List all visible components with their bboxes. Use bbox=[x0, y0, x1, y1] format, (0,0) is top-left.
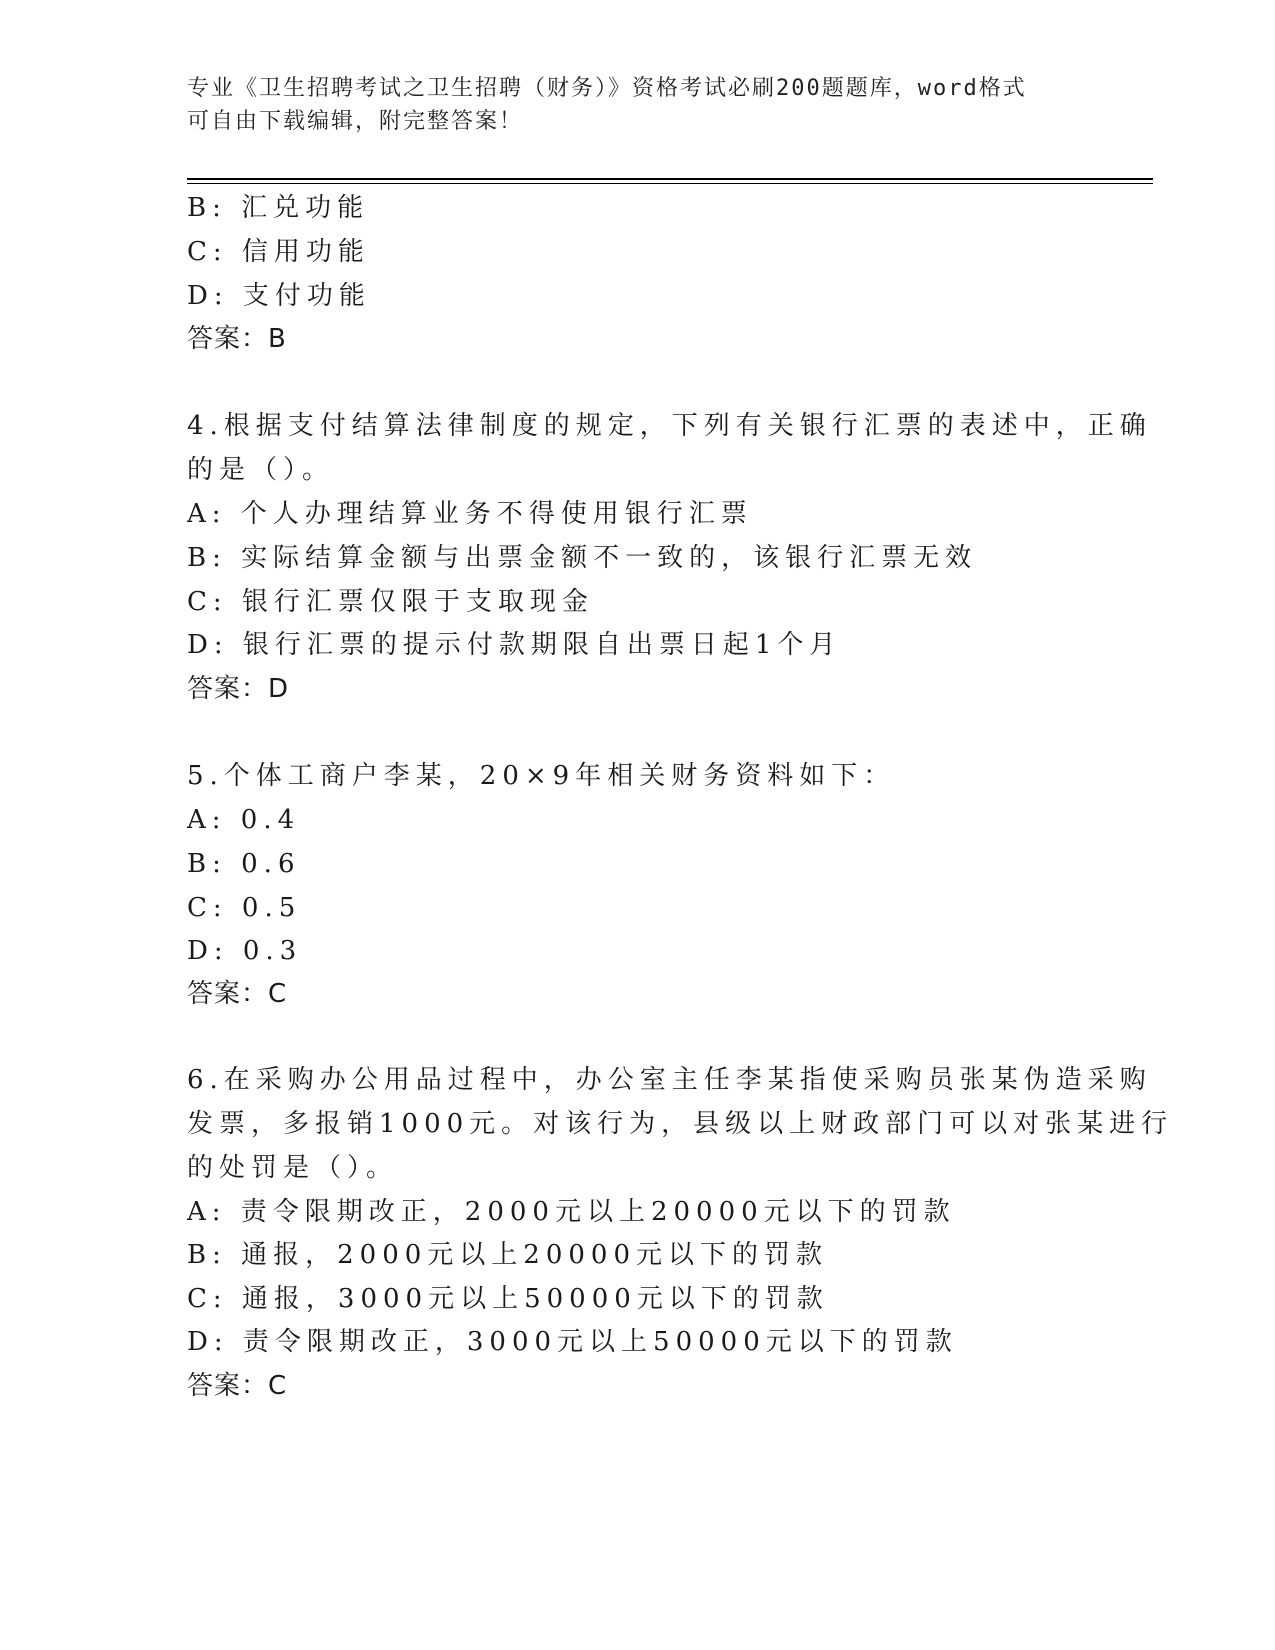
q6-option-a: A: 责令限期改正，2000元以上20000元以下的罚款 bbox=[187, 1197, 956, 1227]
q5-stem-line-1: 5.个体工商户李某，20×9年相关财务资料如下： bbox=[187, 761, 896, 791]
q6-option-d: D: 责令限期改正，3000元以上50000元以下的罚款 bbox=[187, 1327, 958, 1357]
q4-option-c: C: 银行汇票仅限于支取现金 bbox=[187, 587, 594, 617]
q3-option-d: D: 支付功能 bbox=[187, 281, 371, 311]
header-line-1: 专业《卫生招聘考试之卫生招聘（财务）》资格考试必刷200题题库，word格式 bbox=[187, 76, 1027, 101]
q6-stem-line-3: 的处罚是（）。 bbox=[187, 1153, 399, 1183]
q5-option-d: D: 0.3 bbox=[187, 936, 303, 966]
q3-option-b: B: 汇兑功能 bbox=[187, 193, 370, 223]
q4-option-d: D: 银行汇票的提示付款期限自出票日起1个月 bbox=[187, 630, 842, 660]
q4-option-a: A: 个人办理结算业务不得使用银行汇票 bbox=[187, 499, 753, 529]
q6-option-c: C: 通报，3000元以上50000元以下的罚款 bbox=[187, 1284, 829, 1314]
q5-option-c: C: 0.5 bbox=[187, 893, 302, 923]
document-header bbox=[187, 72, 1087, 138]
header-line-2: 可自由下载编辑，附完整答案！ bbox=[187, 109, 524, 134]
q3-answer: 答案：B bbox=[187, 324, 287, 354]
q6-option-b: B: 通报，2000元以上20000元以下的罚款 bbox=[187, 1240, 829, 1270]
q5-option-b: B: 0.6 bbox=[187, 849, 301, 879]
q4-stem-line-1: 4.根据支付结算法律制度的规定，下列有关银行汇票的表述中，正确 bbox=[187, 411, 1152, 441]
q5-answer: 答案：C bbox=[187, 979, 288, 1009]
q6-answer: 答案：C bbox=[187, 1371, 288, 1401]
q6-stem-line-1: 6.在采购办公用品过程中，办公室主任李某指使采购员张某伪造采购 bbox=[187, 1065, 1152, 1095]
q6-stem-line-2: 发票，多报销1000元。对该行为，县级以上财政部门可以对张某进行 bbox=[187, 1109, 1174, 1139]
q4-option-b: B: 实际结算金额与出票金额不一致的，该银行汇票无效 bbox=[187, 543, 978, 573]
q4-stem-line-2: 的是（）。 bbox=[187, 455, 335, 485]
q3-option-c: C: 信用功能 bbox=[187, 237, 370, 267]
q5-option-a: A: 0.4 bbox=[187, 805, 301, 835]
header-divider-thin bbox=[187, 183, 1153, 184]
header-divider-thick bbox=[187, 178, 1153, 180]
q4-answer: 答案：D bbox=[187, 674, 290, 704]
